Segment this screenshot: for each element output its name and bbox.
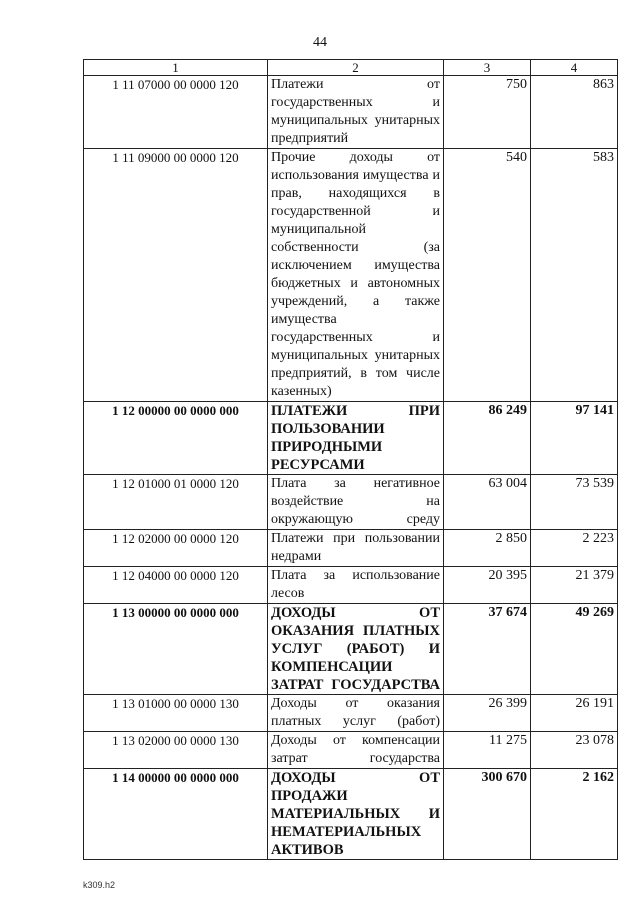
document-footer-code: k309.h2 (83, 880, 116, 890)
table-row (84, 76, 618, 149)
value-col3: 26 399 (444, 695, 531, 732)
table-row-section (84, 604, 618, 695)
budget-code: 1 12 00000 00 0000 000 (84, 402, 268, 475)
value-col4: 21 379 (531, 567, 618, 604)
table-row-section (84, 769, 618, 860)
value-col3: 63 004 (444, 475, 531, 530)
value-col3: 37 674 (444, 604, 531, 695)
value-col4: 863 (531, 76, 618, 149)
column-header: 1 (84, 60, 268, 76)
value-col4: 23 078 (531, 732, 618, 769)
table-row (84, 732, 618, 769)
page-number: 44 (313, 35, 327, 50)
value-col3: 20 395 (444, 567, 531, 604)
budget-table (83, 59, 618, 860)
value-col3: 11 275 (444, 732, 531, 769)
budget-code: 1 13 02000 00 0000 130 (84, 732, 268, 769)
item-name: Доходы от компенсации затрат государства (268, 732, 444, 769)
budget-code: 1 12 02000 00 0000 120 (84, 530, 268, 567)
budget-code: 1 14 00000 00 0000 000 (84, 769, 268, 860)
value-col4: 2 223 (531, 530, 618, 567)
column-header: 3 (444, 60, 531, 76)
table-row (84, 567, 618, 604)
table-header-row (84, 60, 618, 76)
value-col4: 73 539 (531, 475, 618, 530)
value-col4: 26 191 (531, 695, 618, 732)
item-name: ДОХОДЫ ОТ ОКАЗАНИЯ ПЛАТНЫХ УСЛУГ (РАБОТ) И КОМПЕНСАЦИИ ЗАТРАТ ГОСУДАРСТВА (268, 604, 444, 695)
column-header: 4 (531, 60, 618, 76)
item-name: Платежи при пользовании недрами (268, 530, 444, 567)
value-col3: 750 (444, 76, 531, 149)
table-row (84, 149, 618, 402)
value-col3: 540 (444, 149, 531, 402)
item-name: Плата за негативное воздействие на окружающую среду (268, 475, 444, 530)
value-col3: 2 850 (444, 530, 531, 567)
table-row (84, 530, 618, 567)
table-row (84, 475, 618, 530)
budget-code: 1 12 01000 01 0000 120 (84, 475, 268, 530)
value-col4: 97 141 (531, 402, 618, 475)
item-name: Плата за использование лесов (268, 567, 444, 604)
budget-code: 1 11 09000 00 0000 120 (84, 149, 268, 402)
budget-code: 1 13 00000 00 0000 000 (84, 604, 268, 695)
table-row-section (84, 402, 618, 475)
value-col4: 49 269 (531, 604, 618, 695)
value-col3: 300 670 (444, 769, 531, 860)
value-col3: 86 249 (444, 402, 531, 475)
budget-code: 1 12 04000 00 0000 120 (84, 567, 268, 604)
item-name: Доходы от оказания платных услуг (работ) (268, 695, 444, 732)
budget-code: 1 13 01000 00 0000 130 (84, 695, 268, 732)
table-row (84, 695, 618, 732)
budget-code: 1 11 07000 00 0000 120 (84, 76, 268, 149)
item-name: Платежи от государственных и муниципальных унитарных предприятий (268, 76, 444, 149)
value-col4: 2 162 (531, 769, 618, 860)
item-name: ДОХОДЫ ОТ ПРОДАЖИ МАТЕРИАЛЬНЫХ И НЕМАТЕРИАЛЬНЫХ АКТИВОВ (268, 769, 444, 860)
item-name: ПЛАТЕЖИ ПРИ ПОЛЬЗОВАНИИ ПРИРОДНЫМИ РЕСУРСАМИ (268, 402, 444, 475)
value-col4: 583 (531, 149, 618, 402)
column-header: 2 (268, 60, 444, 76)
item-name: Прочие доходы от использования имущества и прав, находящихся в государственной и муниципальной собственности (за исключением имущества бюджетных и автономных учреждений, а также имущества государственных и муниципальных унитарных предприятий, в том числе казенных) (268, 149, 444, 402)
